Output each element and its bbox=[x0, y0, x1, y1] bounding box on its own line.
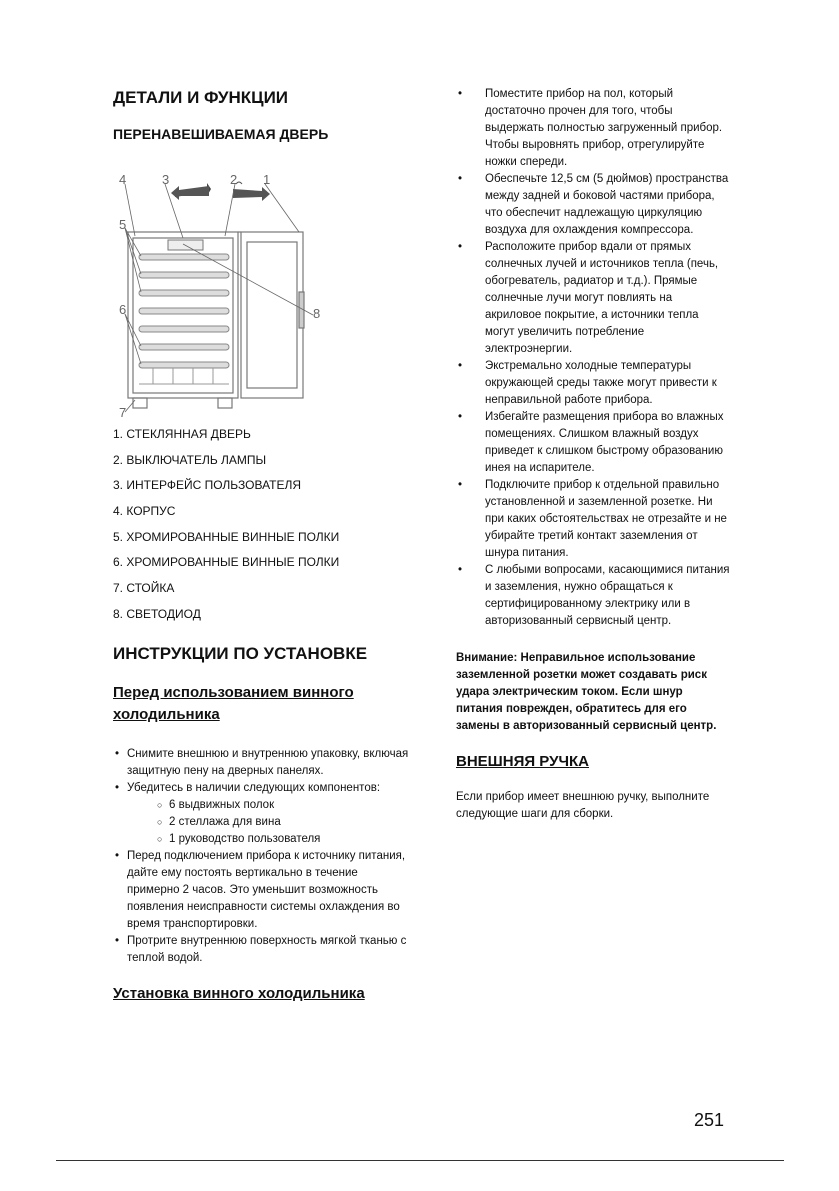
diagram-label-2: 2 bbox=[230, 172, 238, 187]
page-number: 251 bbox=[693, 1110, 724, 1130]
list-item: ○ 2 стеллажа для вина bbox=[157, 814, 413, 831]
subsection-title-before-use: Перед использованием винного холодильника bbox=[113, 683, 354, 723]
list-item: • Избегайте размещения прибора во влажных помещениях. Слишком влажный воздух приведет к слишком быстрому образованию инея на испарителе. bbox=[456, 409, 731, 477]
list-item: 3. ИНТЕРФЕЙС ПОЛЬЗОВАТЕЛЯ bbox=[113, 478, 302, 493]
section-title-details: ДЕТАЛИ И ФУНКЦИИ bbox=[113, 88, 289, 107]
list-item: • Перед подключением прибора к источнику питания, дайте ему постоять вертикально в течение примерно 2 часов. Это уменьшит возможность появления неисправности системы охлаждения во время транспортировки. bbox=[113, 848, 413, 933]
list-item: 7. СТОЙКА bbox=[113, 581, 175, 596]
list-item-text: Убедитесь в наличии следующих компонентов: bbox=[127, 781, 381, 794]
diagram-label-7: 7 bbox=[119, 405, 127, 420]
list-item: ○ 6 выдвижных полок bbox=[157, 797, 413, 814]
list-item: 5. ХРОМИРОВАННЫЕ ВИННЫЕ ПОЛКИ bbox=[113, 529, 340, 544]
left-column bbox=[113, 86, 413, 1005]
list-item bbox=[113, 780, 413, 848]
list-item: 4. КОРПУС bbox=[113, 504, 176, 519]
diagram-label-3: 3 bbox=[162, 172, 170, 187]
footer-divider bbox=[56, 1160, 784, 1161]
list-item: 2. ВЫКЛЮЧАТЕЛЬ ЛАМПЫ bbox=[113, 452, 267, 467]
list-item: 1. СТЕКЛЯННАЯ ДВЕРЬ bbox=[113, 427, 251, 441]
list-item: • С любыми вопросами, касающимися питания и заземления, нужно обращаться к сертифицированному электрику или в авторизованный сервисный центр. bbox=[456, 562, 731, 630]
installation-bullets bbox=[456, 86, 731, 630]
list-item: 6. ХРОМИРОВАННЫЕ ВИННЫЕ ПОЛКИ bbox=[113, 555, 340, 570]
diagram-label-8: 8 bbox=[313, 306, 321, 321]
list-item: • Расположите прибор вдали от прямых солнечных лучей и источников тепла (печь, обогреватель, радиатор и т.д.). Прямые солнечные лучи могут повлиять на акриловое покрытие, а источники тепла могут увеличить потребление электроэнергии. bbox=[456, 239, 731, 358]
list-item: • Протрите внутреннюю поверхность мягкой тканью с теплой водой. bbox=[113, 933, 413, 967]
list-item: ○ 1 руководство пользователя bbox=[157, 831, 413, 848]
door-swap-arrows-icon bbox=[171, 182, 270, 201]
wine-cooler-diagram bbox=[113, 172, 333, 422]
section-title-installation: ИНСТРУКЦИИ ПО УСТАНОВКЕ bbox=[113, 643, 368, 663]
list-item: • Подключите прибор к отдельной правильно установленной и заземленной розетке. Ни при каких обстоятельствах не отрезайте и не убирайте третий контакт заземления от шнура питания. bbox=[456, 477, 731, 562]
warning-text: Внимание: Неправильное использование заземленной розетки может создавать риск удара электрическим током. Если шнур питания поврежден, обратитесь для его замены в авторизованный сервисный центр. bbox=[456, 652, 717, 732]
list-item: • Поместите прибор на пол, который достаточно прочен для того, чтобы выдержать полностью загруженный прибор. Чтобы выровнять прибор, отрегулируйте ножки спереди. bbox=[456, 86, 731, 171]
list-item: • Обеспечьте 12,5 см (5 дюймов) пространства между задней и боковой частями прибора, что обеспечит надлежащую циркуляцию воздуха для охлаждения компрессора. bbox=[456, 171, 731, 239]
components-list bbox=[127, 797, 413, 848]
subsection-title-installing: Установка винного холодильника bbox=[113, 984, 365, 1002]
diagram-label-5: 5 bbox=[119, 217, 127, 232]
list-item: • Снимите внешнюю и внутреннюю упаковку, включая защитную пену на дверных панелях. bbox=[113, 746, 413, 780]
list-item: 8. СВЕТОДИОД bbox=[113, 606, 201, 621]
wine-shelves bbox=[139, 254, 229, 368]
list-item: • Экстремально холодные температуры окружающей среды также могут привести к неправильной работе прибора. bbox=[456, 358, 731, 409]
before-use-list bbox=[113, 746, 413, 967]
diagram-label-4: 4 bbox=[119, 172, 127, 187]
parts-list bbox=[113, 426, 413, 632]
diagram-label-6: 6 bbox=[119, 302, 127, 317]
right-column bbox=[456, 86, 731, 823]
section-subtitle-reversible-door: ПЕРЕНАВЕШИВАЕМАЯ ДВЕРЬ bbox=[113, 126, 329, 142]
wine-cooler-drawing bbox=[113, 172, 333, 422]
handle-text: Если прибор имеет внешнюю ручку, выполните следующие шаги для сборки. bbox=[456, 791, 710, 820]
section-title-external-handle: ВНЕШНЯЯ РУЧКА bbox=[456, 753, 589, 770]
diagram-label-1: 1 bbox=[263, 172, 271, 187]
